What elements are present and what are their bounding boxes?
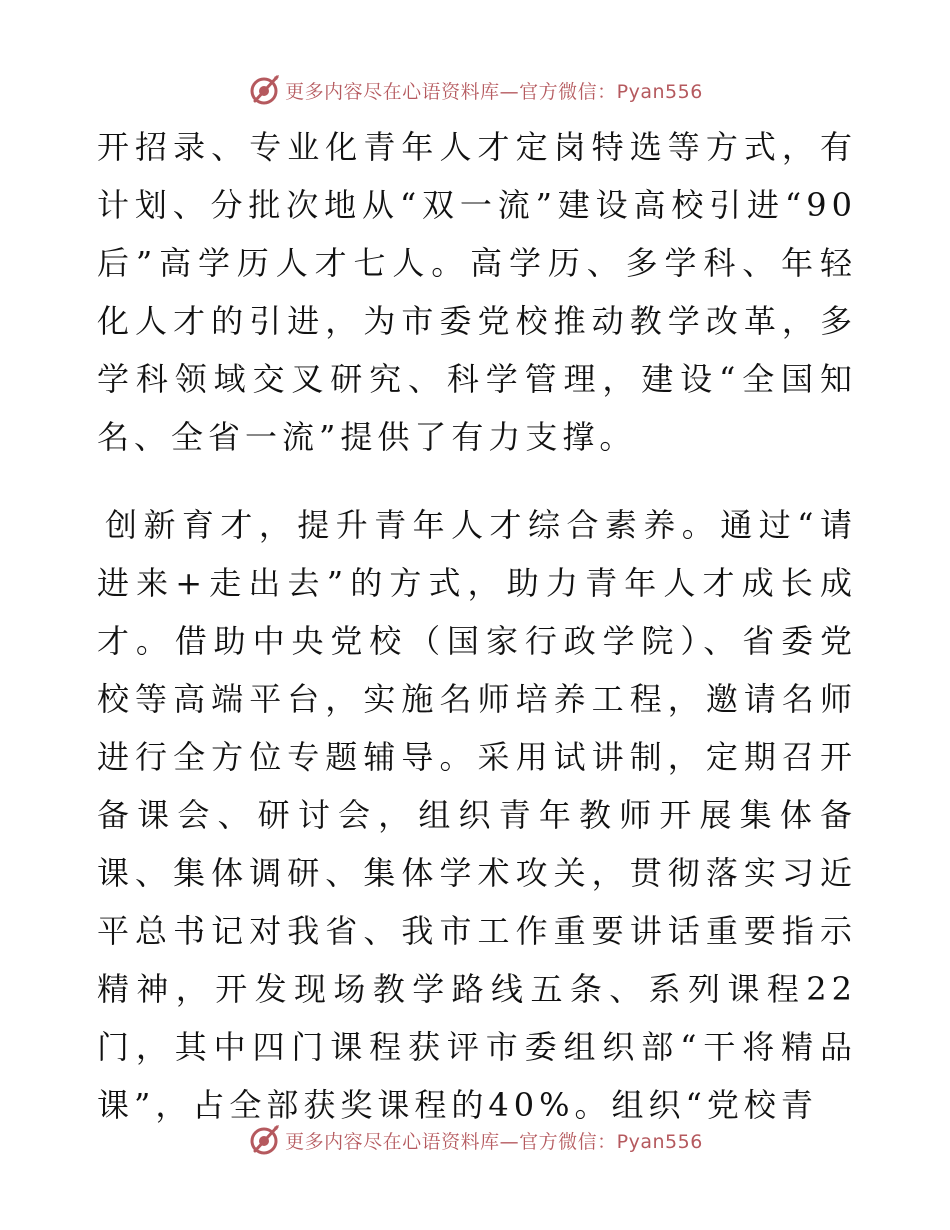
- brush-logo-icon: [247, 73, 281, 107]
- paragraph-2: 创新育才，提升青年人才综合素养。通过“请进来+走出去”的方式，助力青年人才成长成才。借助中央党校（国家行政学院）、省委党校等高端平台，实施名师培养工程，邀请名师进行全方位专题辅导。采用试讲制，定期召开备课会、研讨会，组织青年教师开展集体备课、集体调研、集体学术攻关，贯彻落实习近平总书记对我省、我市工作重要讲话重要指示精神，开发现场教学路线五条、系列课程22门，其中四门课程获评市委组织部“干将精品课”，占全部获奖课程的40%。组织“党校青: [97, 506, 857, 1124]
- brush-logo-icon: [247, 1123, 281, 1157]
- header-watermark: [0, 72, 950, 108]
- document-body: [97, 118, 857, 1134]
- paragraph-1: 开招录、专业化青年人才定岗特选等方式，有计划、分批次地从“双一流”建设高校引进“90后”高学历人才七人。高学历、多学科、年轻化人才的引进，为市委党校推动教学改革，多学科领域交叉研究、科学管理，建设“全国知名、全省一流”提供了有力支撑。: [97, 128, 857, 456]
- watermark-text: 更多内容尽在心语资料库—官方微信：Pyan556: [285, 1130, 703, 1153]
- footer-watermark: [0, 1122, 950, 1158]
- watermark-text: 更多内容尽在心语资料库—官方微信：Pyan556: [285, 80, 703, 103]
